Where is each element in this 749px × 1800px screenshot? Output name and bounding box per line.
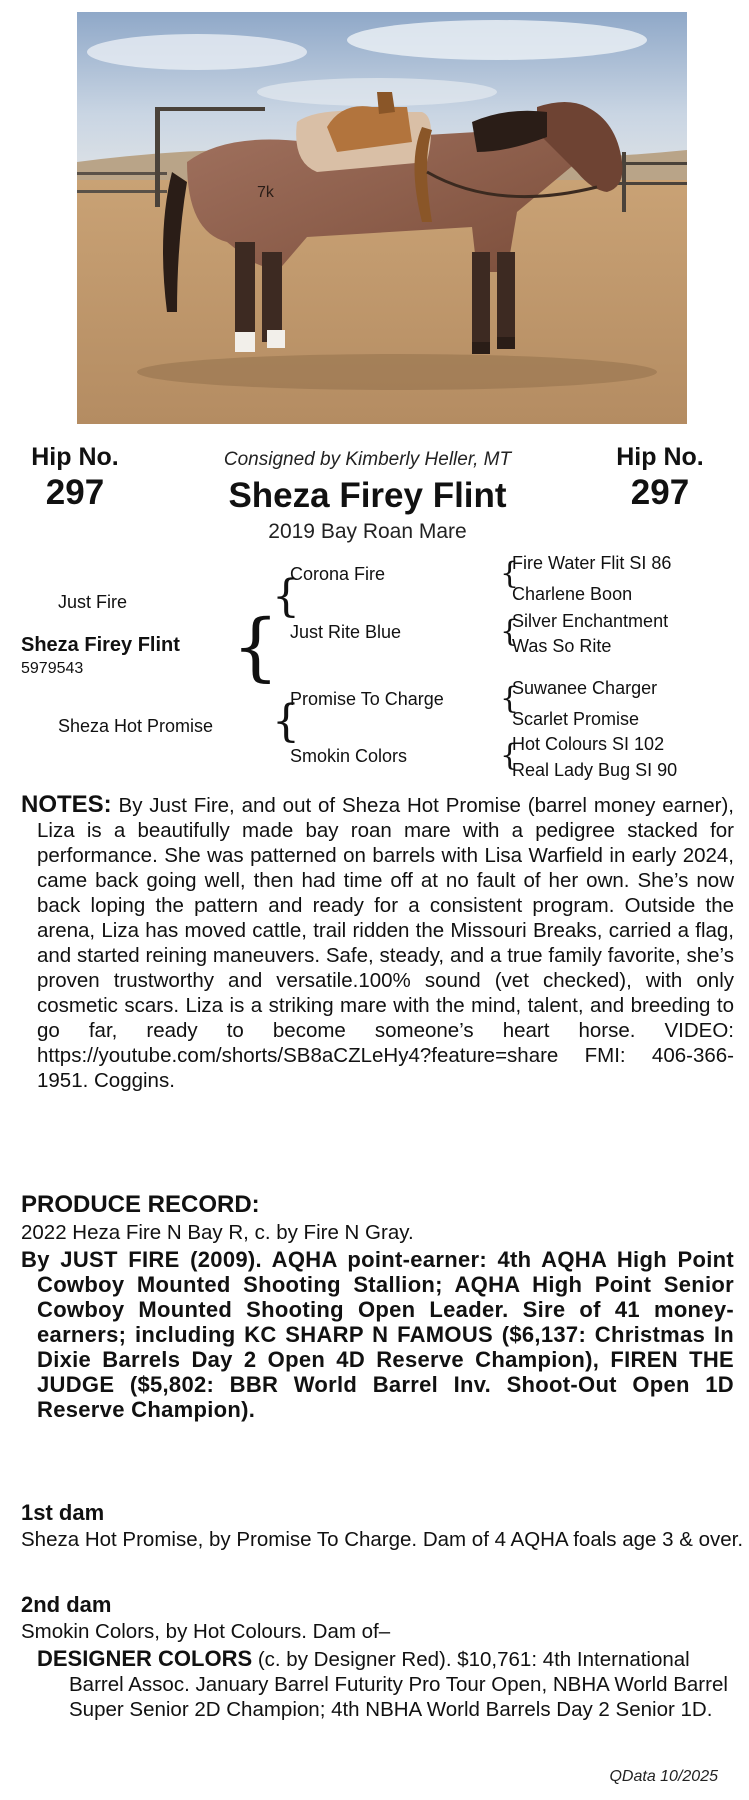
horse-name: Sheza Firey Flint bbox=[228, 476, 507, 515]
brand-mark: 7k bbox=[257, 184, 274, 201]
pedigree-gen3: Scarlet Promise bbox=[512, 709, 640, 729]
horse-photo bbox=[77, 12, 687, 424]
first-dam-heading: 1st dam bbox=[21, 1500, 105, 1525]
produce-record-heading: PRODUCE RECORD: bbox=[21, 1191, 260, 1218]
pedigree-brace: { bbox=[500, 738, 520, 773]
hip-number: 297 bbox=[630, 473, 690, 512]
notes-text: By Just Fire, and out of Sheza Hot Promise (barrel money earner), Liza is a beautifully made bay roan mare with a pedigree stacked for performance. She was patterned on barrels with Lisa Warfield in early 2024, came back going well, then had time off at no fault of her own. She’s now back loping the pattern and ready for a consistent program. Outside the arena, Liza has moved cattle, trail ridden the Missouri Breaks, carried a flag, and started reining maneuvers. Safe, steady, and a true family favorite, she’s proven trustworthy and versatile.100% sound (vet checked), with only cosmetic scars. Liza is a striking mare with the mind, talent, and breeding to go far, ready to become someone’s heart horse. VIDEO: https://youtube.com/shorts/SB8aCZLeHy4?feature=share FMI: 406-366-1951. Coggins. bbox=[37, 794, 734, 1092]
pedigree-gen3: Suwanee Charger bbox=[512, 678, 658, 698]
registration-number: 5979543 bbox=[21, 660, 84, 677]
pedigree-gen3: Real Lady Bug SI 90 bbox=[512, 760, 678, 780]
pedigree-gen3: Was So Rite bbox=[512, 636, 612, 656]
produce-record-line: 2022 Heza Fire N Bay R, c. by Fire N Gray. bbox=[21, 1221, 414, 1244]
pedigree-dam-dam: Smokin Colors bbox=[290, 746, 408, 766]
hip-number: 297 bbox=[45, 473, 105, 512]
offspring-text: (c. by Designer Red). $10,761: 4th International Barrel Assoc. January Barrel Futurity Pro Tour Open, NBHA World Barrel Super Senior 2D Champion; 4th NBHA World Barrels Day 2 Senior 1D. bbox=[69, 1648, 728, 1721]
pedigree-brace: { bbox=[232, 604, 280, 690]
pedigree-gen3: Silver Enchantment bbox=[512, 611, 669, 631]
second-dam-heading: 2nd dam bbox=[21, 1592, 112, 1617]
consignor: Consigned by Kimberly Heller, MT bbox=[223, 449, 512, 470]
pedigree-sire-dam: Just Rite Blue bbox=[290, 622, 402, 642]
pedigree-brace: { bbox=[272, 571, 300, 622]
qdata-footer: QData 10/2025 bbox=[609, 1768, 718, 1785]
first-dam-line: Sheza Hot Promise, by Promise To Charge. Dam of 4 AQHA foals age 3 & over. bbox=[21, 1528, 744, 1551]
second-dam-offspring bbox=[37, 1646, 749, 1722]
pedigree-brace: { bbox=[500, 556, 520, 591]
pedigree-brace: { bbox=[500, 681, 520, 716]
sire-record: By JUST FIRE (2009). AQHA point-earner: 4th AQHA High Point Cowboy Mounted Shooting Stallion; AQHA High Point Senior Cowboy Mounted Shooting Open Leader. Sire of 41 money-earners; including KC SHARP N FAMOUS ($6,137: Christmas In Dixie Barrels Day 2 Open 4D Reserve Champion), FIREN THE JUDGE ($5,802: BBR World Barrel Inv. Shoot-Out Open 1D Reserve Champion). bbox=[21, 1247, 734, 1422]
notes-label: NOTES: bbox=[21, 791, 112, 818]
hip-label: Hip No. bbox=[616, 443, 704, 471]
pedigree-gen3: Charlene Boon bbox=[512, 584, 633, 604]
pedigree-sire-sire: Corona Fire bbox=[290, 564, 386, 584]
horse-description: 2019 Bay Roan Mare bbox=[268, 520, 467, 543]
pedigree-brace: { bbox=[500, 614, 520, 649]
pedigree-subject: Sheza Firey Flint bbox=[21, 634, 180, 656]
pedigree-gen3: Hot Colours SI 102 bbox=[512, 734, 665, 754]
hip-number-left bbox=[0, 443, 150, 515]
offspring-name: DESIGNER COLORS bbox=[37, 1646, 253, 1671]
pedigree-dam-sire: Promise To Charge bbox=[290, 689, 444, 709]
hip-number-right bbox=[585, 443, 735, 515]
second-dam-line: Smokin Colors, by Hot Colours. Dam of– bbox=[21, 1620, 391, 1643]
notes bbox=[21, 792, 734, 1093]
pedigree-sire: Just Fire bbox=[58, 592, 128, 612]
pedigree-brace: { bbox=[272, 696, 300, 747]
pedigree-dam: Sheza Hot Promise bbox=[58, 716, 214, 736]
pedigree-gen3: Fire Water Flit SI 86 bbox=[512, 553, 672, 573]
hip-label: Hip No. bbox=[31, 443, 119, 471]
